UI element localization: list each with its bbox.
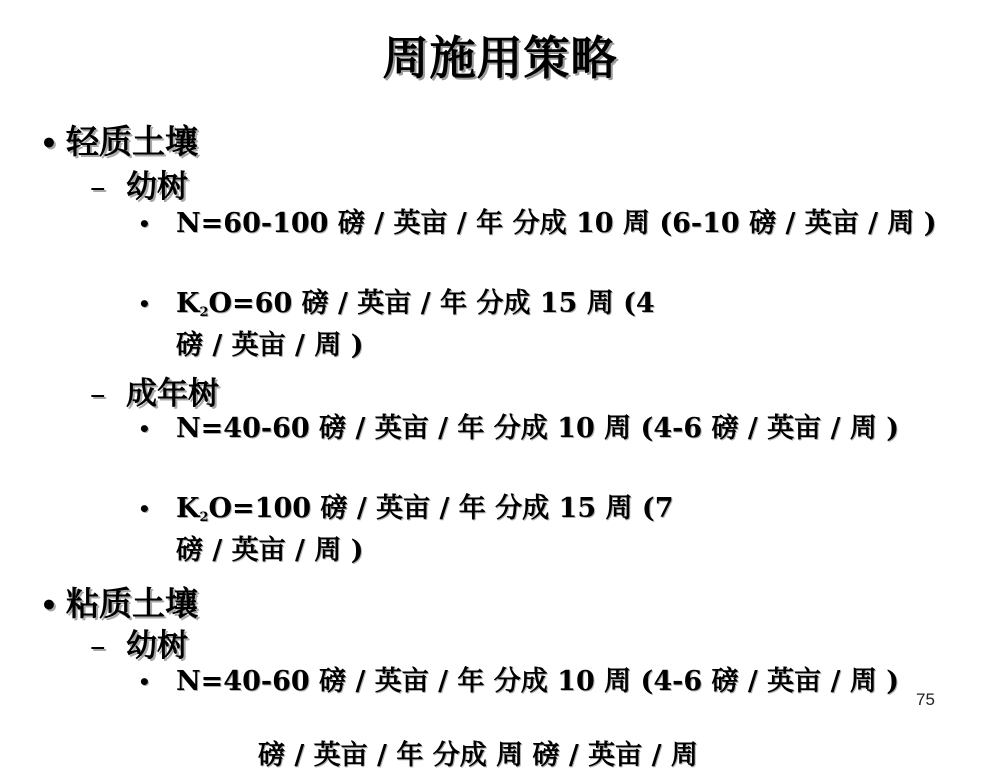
group-young-trees xyxy=(90,620,188,665)
bullet-mark: • xyxy=(138,417,151,441)
list-item-continuation xyxy=(138,531,958,571)
group-label: 幼树 xyxy=(126,628,188,664)
bullet-mark: • xyxy=(40,127,58,160)
dash-mark: – xyxy=(90,169,106,205)
formula-k: K xyxy=(176,493,200,524)
group-young-trees xyxy=(90,161,188,206)
list-item xyxy=(138,409,958,449)
formula-rest: O=100 磅 / 英亩 / 年 分成 15 周 (7 xyxy=(208,493,674,524)
list-item-continuation xyxy=(138,326,958,366)
item-text: N=40-60 磅 / 英亩 / 年 分成 10 周 (4-6 磅 / 英亩 / 周 ) xyxy=(176,666,900,697)
dash-mark: – xyxy=(90,376,106,412)
formula-subscript: 2 xyxy=(199,510,209,525)
group-mature-trees xyxy=(90,368,219,413)
page-number: 75 xyxy=(916,690,935,709)
bullet-mark: • xyxy=(138,670,151,694)
group-label: 幼树 xyxy=(126,169,188,205)
section-label: 轻质土壤 xyxy=(66,122,198,161)
clipped-list-item xyxy=(258,736,958,771)
bullet-mark: • xyxy=(138,292,151,316)
slide-title: 周施用策略 xyxy=(382,31,618,85)
bullet-mark: • xyxy=(138,497,151,521)
dash-mark: – xyxy=(90,628,106,664)
item-text: N=60-100 磅 / 英亩 / 年 分成 10 周 (6-10 磅 / 英亩 / 周 ) xyxy=(176,208,937,239)
formula-rest: O=60 磅 / 英亩 / 年 分成 15 周 (4 xyxy=(208,288,655,319)
bullet-mark: • xyxy=(40,589,58,622)
formula-k: K xyxy=(176,288,200,319)
group-label: 成年树 xyxy=(126,376,219,412)
formula-subscript: 2 xyxy=(199,305,209,320)
item-text: 磅 / 英亩 / 周 ) xyxy=(176,330,364,361)
item-text: N=40-60 磅 / 英亩 / 年 分成 10 周 (4-6 磅 / 英亩 / 周 ) xyxy=(176,413,900,444)
item-text: 磅 / 英亩 / 年 分成 周 磅 / 英亩 / 周 xyxy=(258,740,698,771)
item-text: 磅 / 英亩 / 周 ) xyxy=(176,535,364,566)
bullet-mark: • xyxy=(138,212,151,236)
list-item xyxy=(138,662,958,702)
list-item xyxy=(138,204,958,244)
section-clay-soil xyxy=(40,578,198,625)
section-label: 粘质土壤 xyxy=(66,584,198,623)
section-light-soil xyxy=(40,116,198,163)
